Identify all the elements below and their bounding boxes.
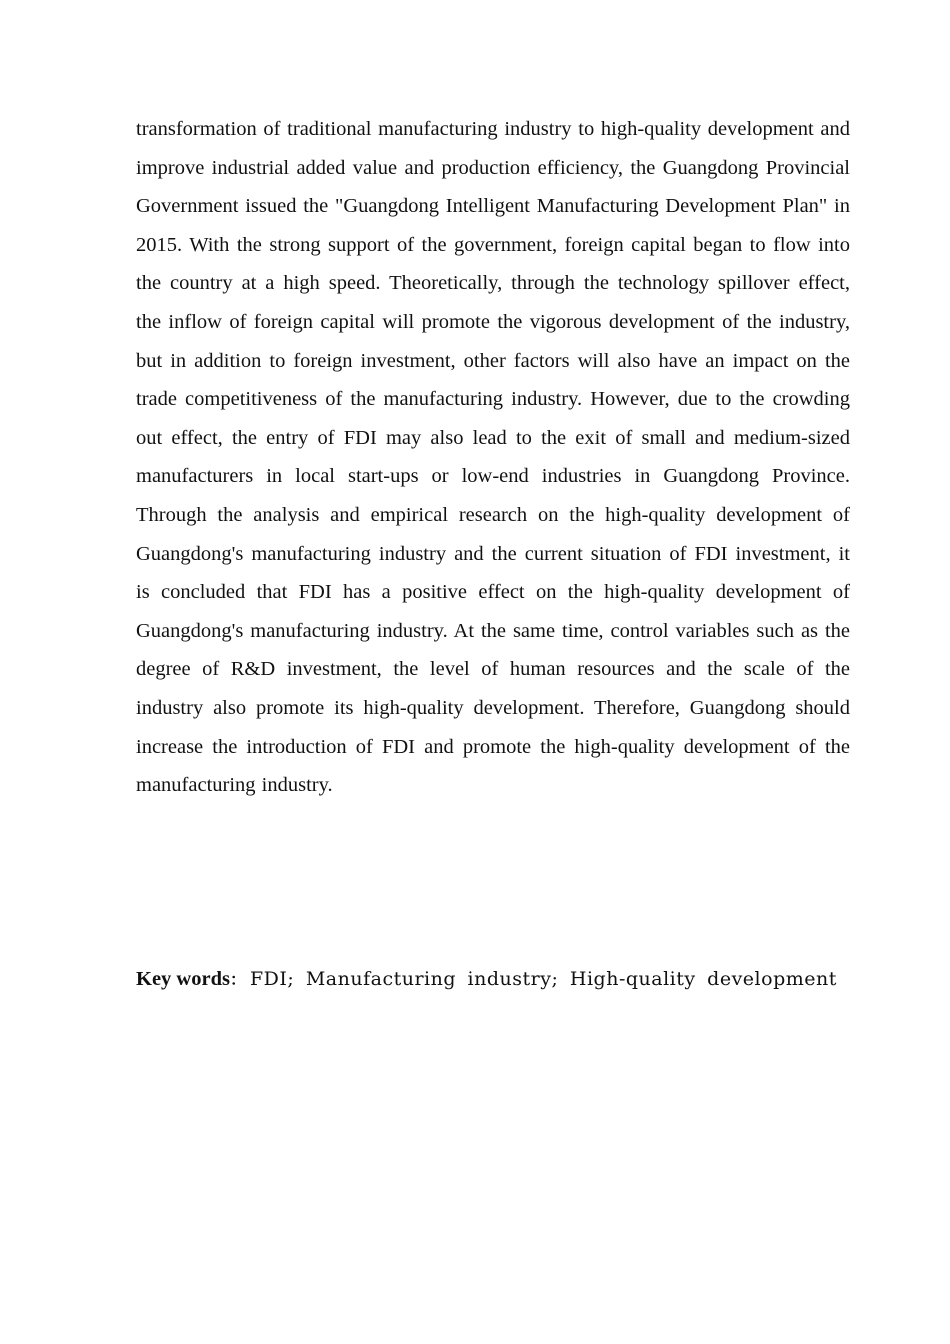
abstract-paragraph: transformation of traditional manufacturing industry to high-quality development and improve industrial added value and production efficiency, the Guangdong Provincial Government issued the "Guangdong Intelligent Manufacturing Development Plan" in 2015. With the strong support of the government, foreign capital began to flow into the country at a high speed. Theoretically, through the technology spillover effect, the inflow of foreign capital will promote the vigorous development of the industry, but in addition to foreign investment, other factors will also have an impact on the trade competitiveness of the manufacturing industry. However, due to the crowding out effect, the entry of FDI may also lead to the exit of small and medium-sized manufacturers in local start-ups or low-end industries in Guangdong Province. Through the analysis and empirical research on the high-quality development of Guangdong's manufacturing industry and the current situation of FDI investment, it is concluded that FDI has a positive effect on the high-quality development of Guangdong's manufacturing industry. At the same time, control variables such as the degree of R&D investment, the level of human resources and the scale of the industry also promote its high-quality development. Therefore, Guangdong should increase the introduction of FDI and promote the high-quality development of the manufacturing industry.: [136, 118, 850, 797]
keywords-colon: ：: [229, 970, 246, 989]
keywords-line: [136, 960, 876, 999]
keywords-label: Key words: [136, 968, 230, 990]
keywords-values: FDI; Manufacturing industry; High-quality development: [249, 968, 837, 990]
